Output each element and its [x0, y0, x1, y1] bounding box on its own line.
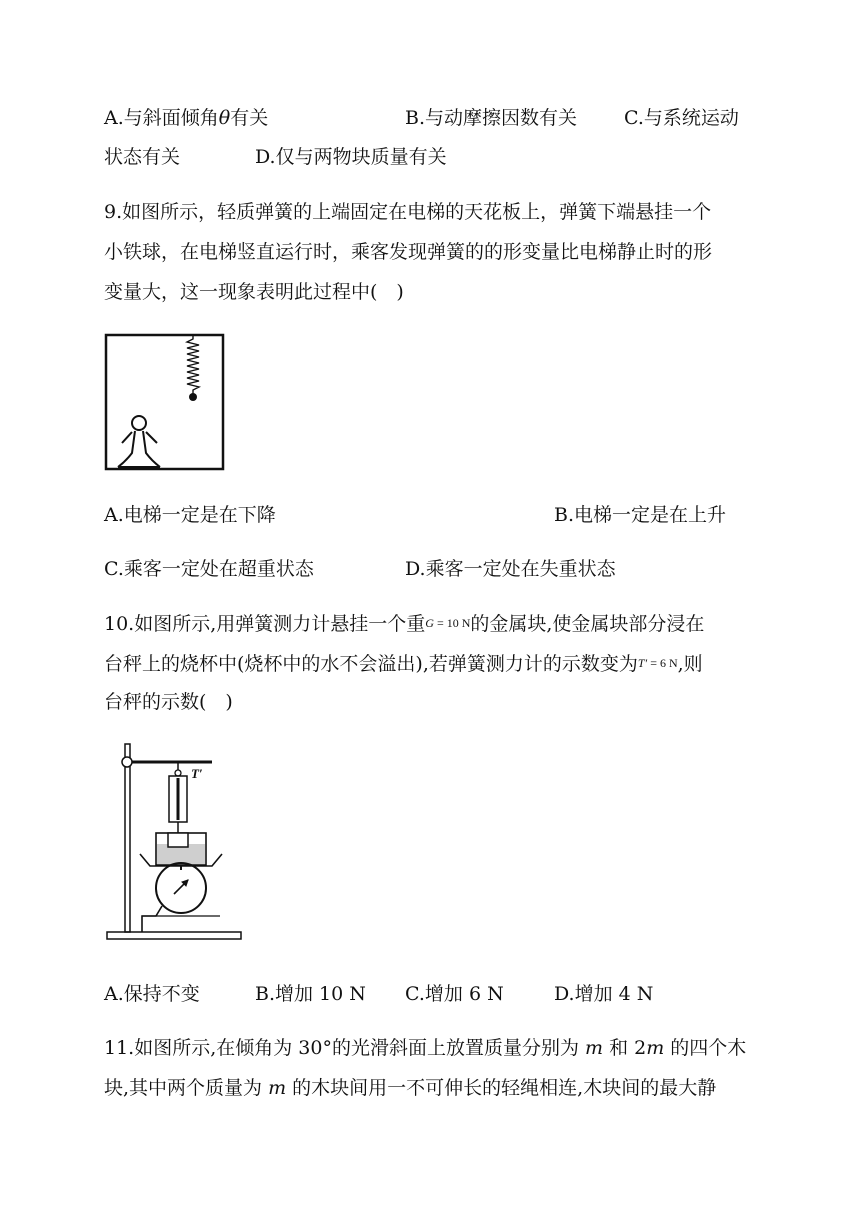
q8-option-a-text: A.与斜面倾角 — [104, 107, 219, 129]
g-equals-10n — [425, 616, 470, 630]
q8-option-b: B.与动摩擦因数有关 — [405, 107, 578, 129]
q10-option-a: A.保持不变 — [104, 983, 200, 1005]
q9-stem-line1: 9.如图所示，轻质弹簧的上端固定在电梯的天花板上，弹簧下端悬挂一个 — [104, 201, 712, 223]
q9-option-a: A.电梯一定是在下降 — [104, 504, 276, 526]
q10-option-c: C.增加 6 N — [405, 983, 504, 1005]
t-equals-6n — [638, 656, 678, 670]
q11-stem-line2-text: 块,其中两个质量为 — [104, 1077, 269, 1099]
q9-stem-line2: 小铁球，在电梯竖直运行时，乘客发现弹簧的的形变量比电梯静止时的形 — [104, 241, 713, 263]
scale-dial — [156, 863, 206, 913]
beaker-with-block — [156, 833, 206, 865]
g-symbol: G — [425, 616, 434, 630]
q8-option-c-cont: 状态有关 — [104, 146, 181, 168]
q10-option-b: B.增加 10 N — [255, 983, 366, 1005]
q11-stem-line1-text: 11.如图所示,在倾角为 30°的光滑斜面上放置质量分别为 — [104, 1037, 586, 1059]
q10-stem-line2 — [104, 650, 703, 677]
mass-symbol: m — [585, 1037, 604, 1059]
elevator-box — [106, 335, 223, 469]
passenger-figure — [118, 416, 160, 467]
q10-option-d: D.增加 4 N — [554, 983, 654, 1005]
mass-symbol: m — [268, 1077, 287, 1099]
q8-option-c: C.与系统运动 — [624, 107, 739, 129]
spring-scale — [169, 762, 187, 834]
scale-legs — [142, 906, 162, 932]
iron-ball — [189, 393, 197, 401]
q11-stem-line1 — [104, 1035, 746, 1061]
q9-option-d: D.乘客一定处在失重状态 — [405, 558, 616, 580]
q11-stem-line1-suffix: 的四个木 — [664, 1037, 747, 1059]
q9-option-b: B.电梯一定是在上升 — [554, 504, 727, 526]
tension-label: T′ — [191, 766, 203, 781]
q8-option-a-suffix: 有关 — [230, 107, 269, 129]
q8-option-d: D.仅与两物块质量有关 — [255, 146, 447, 168]
mass-symbol: m — [646, 1037, 665, 1059]
scale-figure — [104, 740, 244, 945]
t-value: = 6 N — [647, 656, 678, 670]
q10-stem-line2-text: 台秤上的烧杯中(烧杯中的水不会溢出),若弹簧测力计的示数变为 — [104, 653, 638, 675]
q11-stem-line2-suffix: 的木块间用一不可伸长的轻绳相连,木块间的最大静 — [286, 1077, 717, 1099]
q10-stem-line3: 台秤的示数( ) — [104, 691, 233, 713]
q10-stem-line1-text: 10.如图所示,用弹簧测力计悬挂一个重 — [104, 613, 426, 635]
spring-coil — [187, 336, 199, 394]
q11-stem-line2 — [104, 1075, 716, 1101]
q9-option-c: C.乘客一定处在超重状态 — [104, 558, 314, 580]
q11-stem-line1-mid: 和 2 — [603, 1037, 647, 1059]
q8-option-a — [104, 105, 268, 131]
q10-stem-line2-suffix: ,则 — [677, 653, 703, 675]
g-value: = 10 N — [433, 616, 471, 630]
q10-stem-line1 — [104, 610, 704, 637]
t-symbol: T′ — [637, 656, 648, 670]
theta-symbol: θ — [218, 107, 231, 129]
q10-stem-line1-suffix: 的金属块,使金属块部分浸在 — [470, 613, 705, 635]
q9-stem-line3: 变量大，这一现象表明此过程中( ) — [104, 281, 404, 303]
elevator-figure — [104, 333, 226, 473]
